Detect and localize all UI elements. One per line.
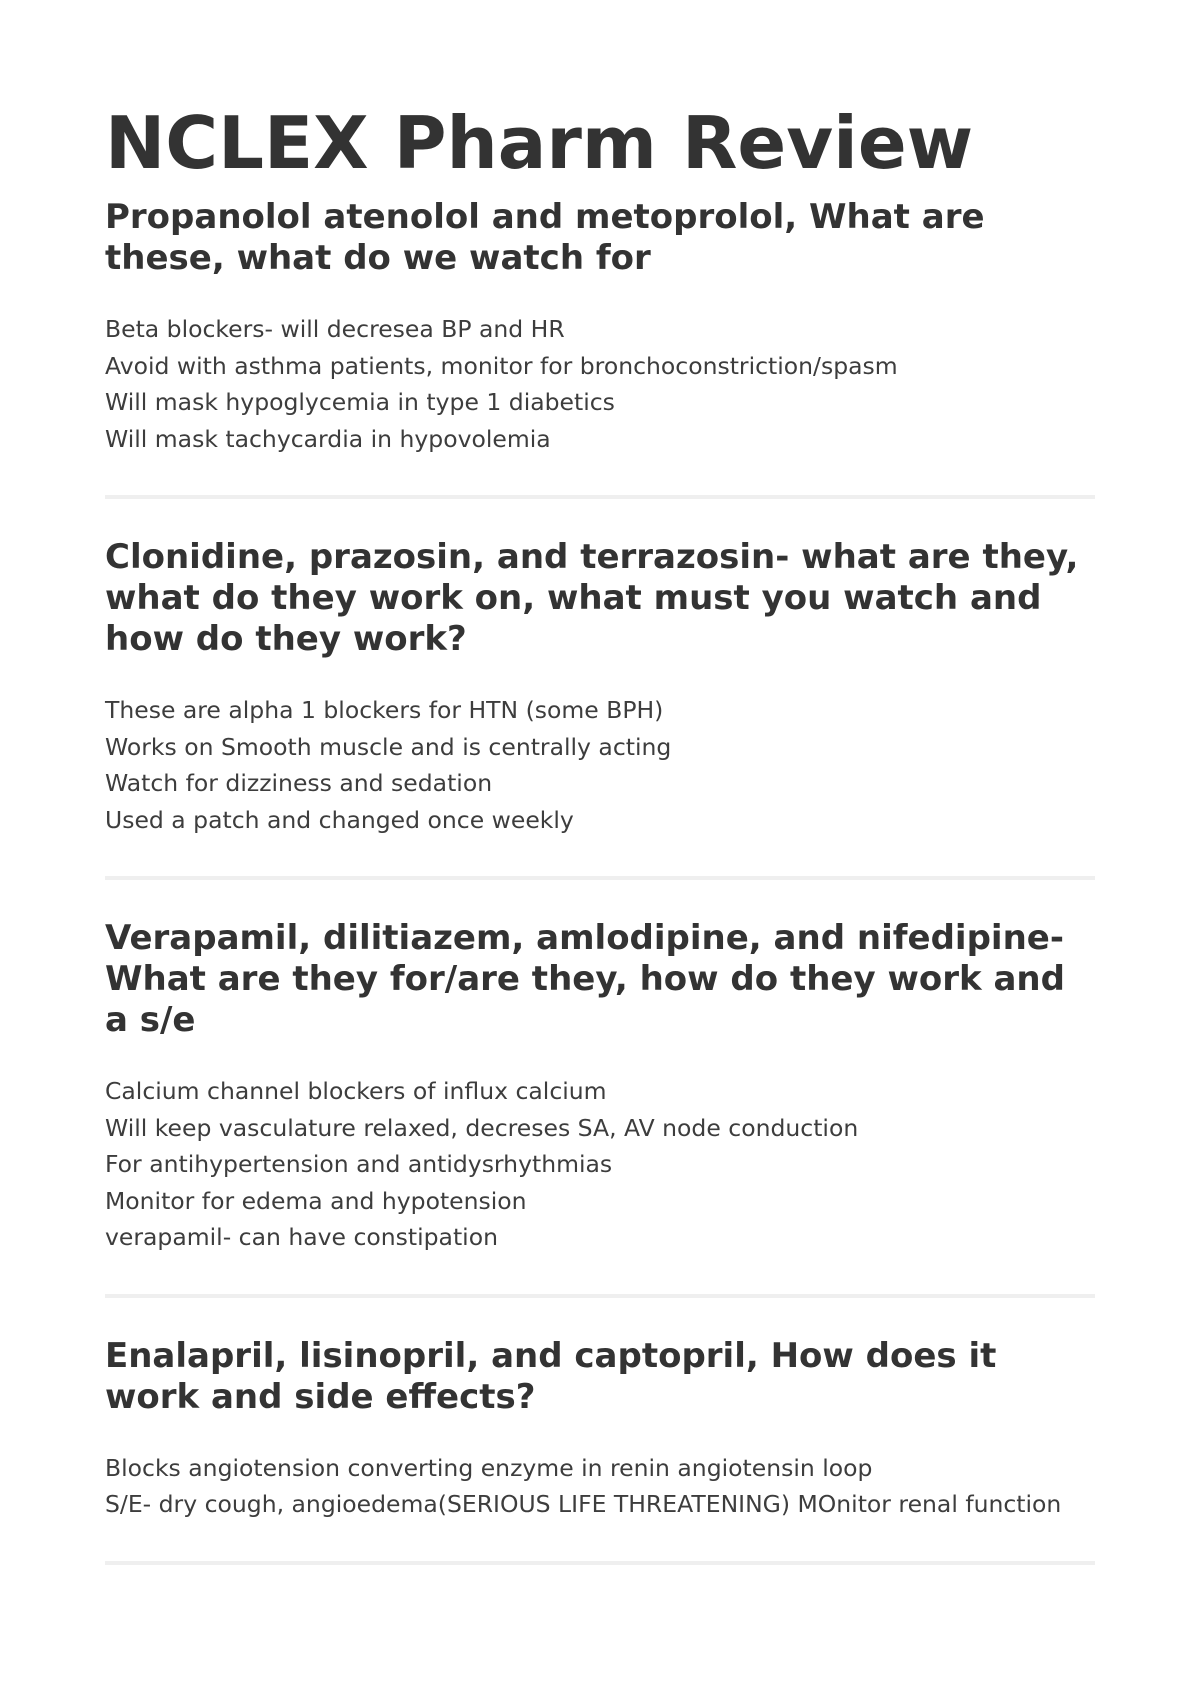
flashcard-4 (105, 1298, 1095, 1565)
answer-line: Used a patch and changed once weekly (105, 805, 574, 834)
document-title: NCLEX Pharm Review (105, 101, 974, 185)
answer-line: Will mask hypoglycemia in type 1 diabetics (105, 388, 615, 416)
flashcard-answer (105, 692, 1095, 838)
flashcard-2 (105, 499, 1095, 880)
answer-line: For antihypertension and antidysrhythmias (105, 1150, 613, 1178)
answer-line: Will mask tachycardia in hypovolemia (105, 424, 551, 453)
answer-line: Blocks angiotension converting enzyme in renin angiotensin loop (105, 1453, 873, 1482)
card-divider (105, 1561, 1095, 1565)
flashcard-1 (105, 189, 1095, 499)
document-page (105, 0, 1095, 1565)
answer-line: Avoid with asthma patients, monitor for bronchoconstriction/spasm (105, 351, 898, 380)
flashcard-question: Enalapril, lisinopril, and captopril, How does it work and side effects? (105, 1335, 997, 1417)
flashcard-question: Propanolol atenolol and metoprolol, What are these, what do we watch for (105, 197, 985, 278)
flashcard-3 (105, 880, 1095, 1298)
answer-line: Beta blockers- will decresea BP and HR (105, 315, 565, 343)
flashcard-answer (105, 1073, 1095, 1256)
flashcard-answer (105, 1450, 1095, 1523)
answer-line: Will keep vasculature relaxed, decreses SA, AV node conduction (105, 1113, 859, 1142)
answer-line: Calcium channel blockers of influx calcium (105, 1077, 607, 1105)
answer-line: These are alpha 1 blockers for HTN (some BPH) (105, 696, 664, 724)
answer-line: Watch for dizziness and sedation (105, 769, 493, 797)
answer-line: S/E- dry cough, angioedema(SERIOUS LIFE THREATENING) MOnitor renal function (105, 1490, 1062, 1518)
answer-line: Monitor for edema and hypotension (105, 1186, 527, 1215)
flashcard-answer (105, 311, 1095, 457)
answer-line: Works on Smooth muscle and is centrally acting (105, 732, 672, 761)
answer-line: verapamil- can have constipation (105, 1223, 498, 1251)
flashcard-question: Verapamil, dilitiazem, amlodipine, and nifedipine- What are they for/are they, how do they work and a s/e (105, 918, 1065, 1040)
flashcard-question: Clonidine, prazosin, and terrazosin- what are they, what do they work on, what must you watch and how do they work? (105, 537, 1079, 659)
